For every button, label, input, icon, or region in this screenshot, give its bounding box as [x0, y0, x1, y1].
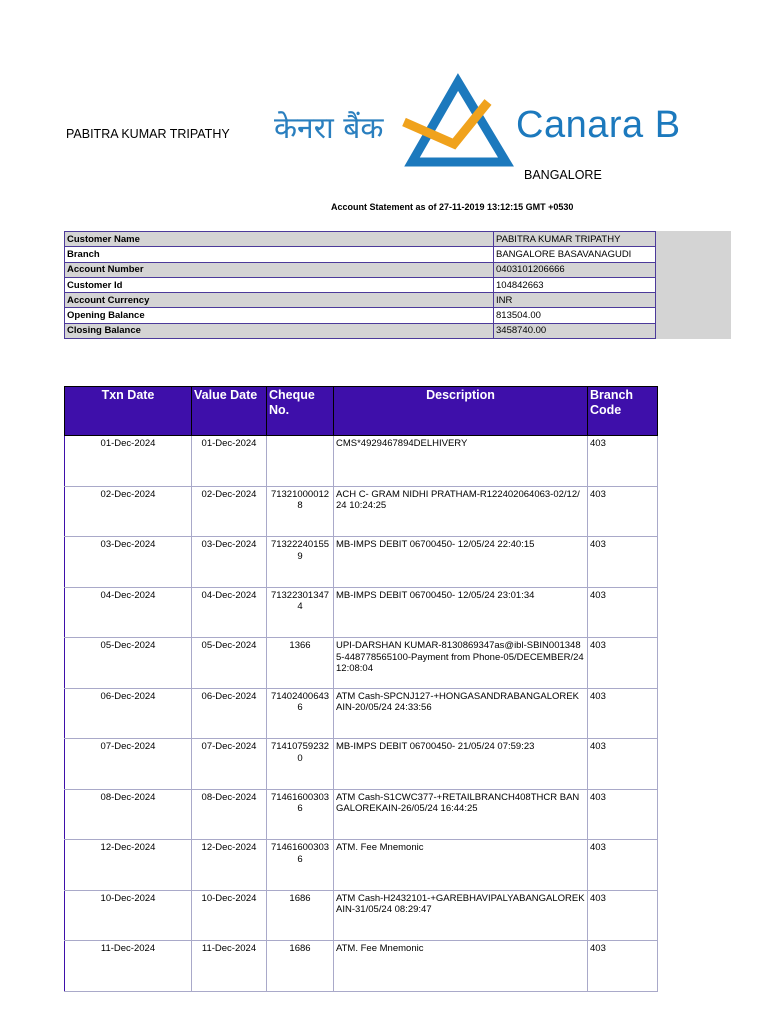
cheque-no-cell: 714107592320 — [267, 739, 334, 790]
account-info-row — [65, 277, 656, 292]
value-date-cell: 08-Dec-2024 — [192, 789, 267, 840]
branch-code-cell: 403 — [588, 688, 658, 739]
account-info-row — [65, 247, 656, 262]
description-cell: CMS*4929467894DELHIVERY — [334, 436, 588, 487]
info-table-background — [656, 231, 731, 339]
account-info-row — [65, 308, 656, 323]
branch-code-cell: 403 — [588, 436, 658, 487]
account-info-value: 3458740.00 — [494, 323, 656, 338]
txn-date-cell: 07-Dec-2024 — [65, 739, 192, 790]
account-info-label: Account Currency — [65, 293, 494, 308]
branch-code-cell: 403 — [588, 638, 658, 689]
cheque-no-cell: 713210000128 — [267, 486, 334, 537]
description-cell: UPI-DARSHAN KUMAR-8130869347as@ibl-SBIN0013485-448778565100-Payment from Phone-05/DECEMBER/24 12:08:04 — [334, 638, 588, 689]
col-header-txn-date: Txn Date — [65, 387, 192, 436]
table-row — [65, 941, 658, 992]
branch-code-cell: 403 — [588, 486, 658, 537]
description-cell: ATM. Fee Mnemonic — [334, 941, 588, 992]
account-info-label: Branch — [65, 247, 494, 262]
account-info-row — [65, 262, 656, 277]
account-holder-name: PABITRA KUMAR TRIPATHY — [66, 127, 230, 141]
value-date-cell: 02-Dec-2024 — [192, 486, 267, 537]
col-header-description: Description — [334, 387, 588, 436]
branch-code-cell: 403 — [588, 890, 658, 941]
bank-name: Canara B — [516, 104, 681, 146]
description-cell: ATM Cash-H2432101-+GAREBHAVIPALYABANGALOREKAIN-31/05/24 08:29:47 — [334, 890, 588, 941]
description-cell: MB-IMPS DEBIT 06700450- 21/05/24 07:59:23 — [334, 739, 588, 790]
account-info-value: PABITRA KUMAR TRIPATHY — [494, 232, 656, 247]
account-info-value: BANGALORE BASAVANAGUDI — [494, 247, 656, 262]
table-row — [65, 890, 658, 941]
value-date-cell: 10-Dec-2024 — [192, 890, 267, 941]
bank-logo — [272, 78, 681, 168]
txn-date-cell: 03-Dec-2024 — [65, 537, 192, 588]
cheque-no-cell: 713223013474 — [267, 587, 334, 638]
account-info-table — [64, 231, 656, 339]
txn-date-cell: 01-Dec-2024 — [65, 436, 192, 487]
account-info-label: Customer Name — [65, 232, 494, 247]
description-cell: ACH C- GRAM NIDHI PRATHAM-R122402064063-02/12/24 10:24:25 — [334, 486, 588, 537]
branch-code-cell: 403 — [588, 587, 658, 638]
txn-date-cell: 02-Dec-2024 — [65, 486, 192, 537]
cheque-no-cell: 714616003036 — [267, 789, 334, 840]
canara-triangle-logo-icon — [402, 78, 512, 168]
table-row — [65, 789, 658, 840]
account-info-row — [65, 232, 656, 247]
value-date-cell: 06-Dec-2024 — [192, 688, 267, 739]
bank-name-hindi: केनरा बैंक — [274, 111, 384, 146]
value-date-cell: 07-Dec-2024 — [192, 739, 267, 790]
account-info-label: Customer Id — [65, 277, 494, 292]
txn-date-cell: 12-Dec-2024 — [65, 840, 192, 891]
cheque-no-cell: 1686 — [267, 941, 334, 992]
table-row — [65, 688, 658, 739]
account-info-label: Closing Balance — [65, 323, 494, 338]
account-info-value: 813504.00 — [494, 308, 656, 323]
description-cell: MB-IMPS DEBIT 06700450- 12/05/24 22:40:15 — [334, 537, 588, 588]
txn-date-cell: 06-Dec-2024 — [65, 688, 192, 739]
account-info-value: 104842663 — [494, 277, 656, 292]
branch-city: BANGALORE — [524, 168, 602, 182]
cheque-no-cell: 714616003036 — [267, 840, 334, 891]
cheque-no-cell: 713222401559 — [267, 537, 334, 588]
cheque-no-cell: 714024006436 — [267, 688, 334, 739]
table-row — [65, 638, 658, 689]
branch-code-cell: 403 — [588, 941, 658, 992]
transactions-table — [64, 386, 658, 992]
txn-date-cell: 05-Dec-2024 — [65, 638, 192, 689]
cheque-no-cell: 1686 — [267, 890, 334, 941]
table-row — [65, 739, 658, 790]
txn-date-cell: 04-Dec-2024 — [65, 587, 192, 638]
value-date-cell: 05-Dec-2024 — [192, 638, 267, 689]
table-row — [65, 486, 658, 537]
table-row — [65, 587, 658, 638]
value-date-cell: 04-Dec-2024 — [192, 587, 267, 638]
value-date-cell: 03-Dec-2024 — [192, 537, 267, 588]
value-date-cell: 01-Dec-2024 — [192, 436, 267, 487]
account-info-label: Account Number — [65, 262, 494, 277]
account-info-row — [65, 323, 656, 338]
branch-code-cell: 403 — [588, 789, 658, 840]
description-cell: ATM Cash-S1CWC377-+RETAILBRANCH408THCR BANGALOREKAIN-26/05/24 16:44:25 — [334, 789, 588, 840]
table-row — [65, 537, 658, 588]
txn-date-cell: 08-Dec-2024 — [65, 789, 192, 840]
account-info-row — [65, 293, 656, 308]
description-cell: MB-IMPS DEBIT 06700450- 12/05/24 23:01:34 — [334, 587, 588, 638]
statement-title: Account Statement as of 27-11-2019 13:12:15 GMT +0530 — [331, 202, 574, 212]
table-row — [65, 436, 658, 487]
transactions-header-row — [65, 387, 658, 436]
account-info-label: Opening Balance — [65, 308, 494, 323]
description-cell: ATM Cash-SPCNJ127-+HONGASANDRABANGALOREKAIN-20/05/24 24:33:56 — [334, 688, 588, 739]
account-info-value: 0403101206666 — [494, 262, 656, 277]
cheque-no-cell: 1366 — [267, 638, 334, 689]
txn-date-cell: 10-Dec-2024 — [65, 890, 192, 941]
col-header-branch-code: Branch Code — [588, 387, 658, 436]
description-cell: ATM. Fee Mnemonic — [334, 840, 588, 891]
table-row — [65, 840, 658, 891]
col-header-cheque-no: Cheque No. — [267, 387, 334, 436]
account-info-value: INR — [494, 293, 656, 308]
branch-code-cell: 403 — [588, 840, 658, 891]
value-date-cell: 12-Dec-2024 — [192, 840, 267, 891]
branch-code-cell: 403 — [588, 739, 658, 790]
txn-date-cell: 11-Dec-2024 — [65, 941, 192, 992]
branch-code-cell: 403 — [588, 537, 658, 588]
col-header-value-date: Value Date — [192, 387, 267, 436]
cheque-no-cell — [267, 436, 334, 487]
value-date-cell: 11-Dec-2024 — [192, 941, 267, 992]
